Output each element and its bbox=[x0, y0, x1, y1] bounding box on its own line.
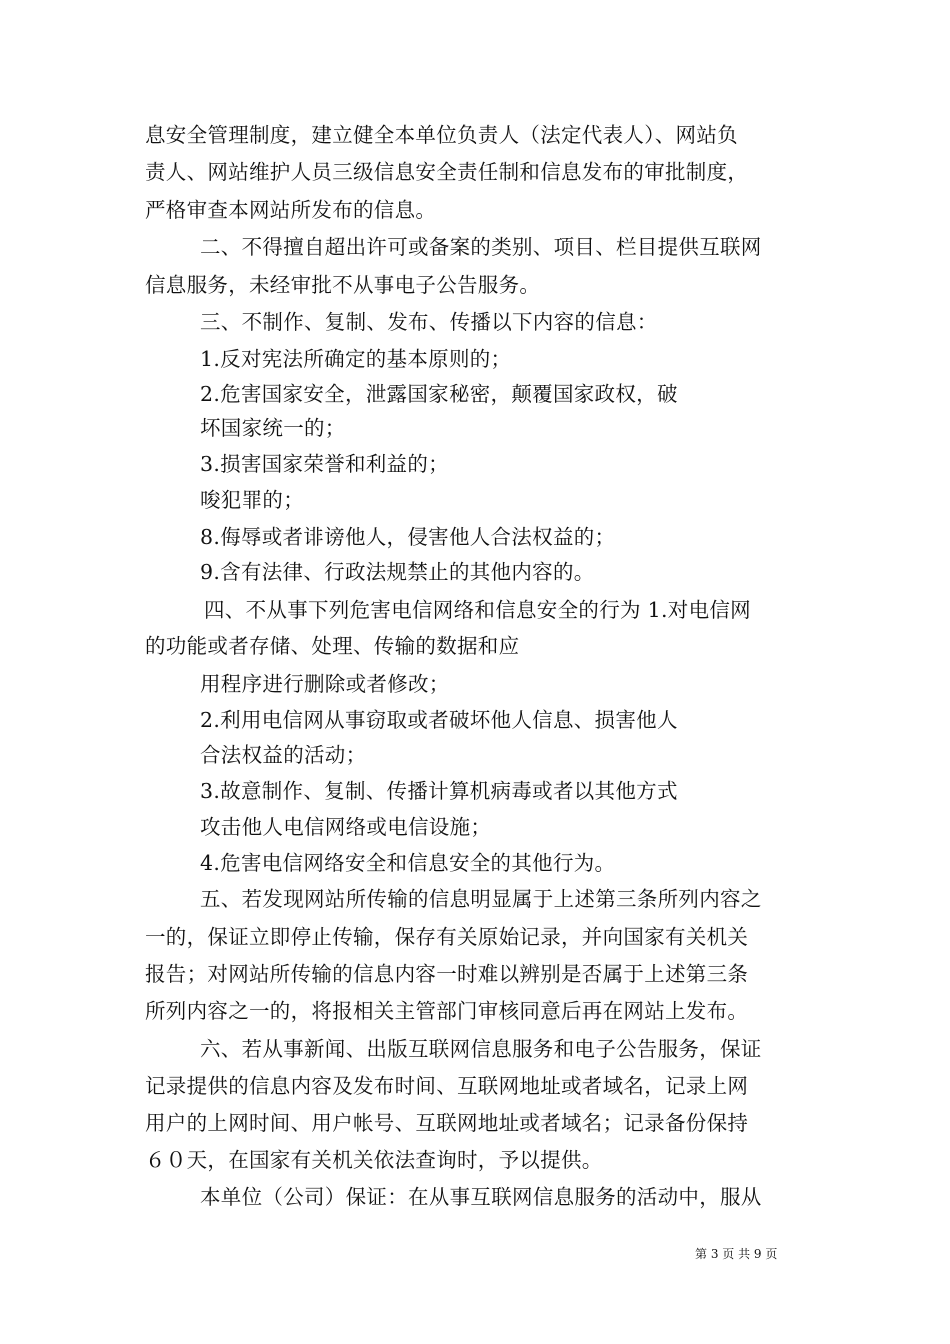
text-line: 责人、网站维护人员三级信息安全责任制和信息发布的审批制度， bbox=[145, 160, 749, 184]
text-line: 报告；对网站所传输的信息内容一时难以辨别是否属于上述第三条 bbox=[145, 962, 749, 986]
text-line: 3.损害国家荣誉和利益的； bbox=[200, 452, 449, 476]
text-line: 攻击他人电信网络或电信设施； bbox=[200, 815, 492, 839]
text-line: 的功能或者存储、处理、传输的数据和应 bbox=[145, 634, 520, 658]
text-line: 合法权益的活动； bbox=[200, 743, 367, 767]
text-line: 本单位（公司）保证：在从事互联网信息服务的活动中，服从 bbox=[200, 1185, 762, 1209]
text-line: 五、若发现网站所传输的信息明显属于上述第三条所列内容之 bbox=[200, 887, 762, 911]
text-line: 3.故意制作、复制、传播计算机病毒或者以其他方式 bbox=[200, 779, 678, 803]
text-line: 信息服务，未经审批不从事电子公告服务。 bbox=[145, 273, 541, 297]
text-line: 一的，保证立即停止传输，保存有关原始记录，并向国家有关机关 bbox=[145, 925, 749, 949]
text-line: ６０天，在国家有关机关依法查询时，予以提供。 bbox=[145, 1148, 603, 1172]
text-line: 9.含有法律、行政法规禁止的其他内容的。 bbox=[200, 560, 595, 584]
text-line: 8.侮辱或者诽谤他人，侵害他人合法权益的； bbox=[200, 525, 616, 549]
text-line: 用程序进行删除或者修改； bbox=[200, 672, 450, 696]
text-line: 4.危害电信网络安全和信息安全的其他行为。 bbox=[200, 851, 616, 875]
text-line: 四、不从事下列危害电信网络和信息安全的行为 1.对电信网 bbox=[204, 598, 751, 622]
text-line: 2.危害国家安全，泄露国家秘密，颠覆国家政权，破 bbox=[200, 382, 678, 406]
text-line: 二、不得擅自超出许可或备案的类别、项目、栏目提供互联网 bbox=[200, 235, 762, 259]
text-line: 坏国家统一的； bbox=[200, 416, 346, 440]
text-line: 三、不制作、复制、发布、传播以下内容的信息： bbox=[200, 310, 658, 334]
text-line: 严格审查本网站所发布的信息。 bbox=[145, 198, 437, 222]
text-line: 用户的上网时间、用户帐号、互联网地址或者域名；记录备份保持 bbox=[145, 1111, 749, 1135]
page-number: 第 3 页 共 9 页 bbox=[695, 1247, 778, 1261]
text-line: 六、若从事新闻、出版互联网信息服务和电子公告服务，保证 bbox=[200, 1037, 762, 1061]
text-line: 记录提供的信息内容及发布时间、互联网地址或者域名，记录上网 bbox=[145, 1074, 749, 1098]
text-line: 唆犯罪的； bbox=[200, 488, 304, 512]
text-line: 息安全管理制度，建立健全本单位负责人（法定代表人）、网站负 bbox=[145, 123, 738, 147]
text-line: 1.反对宪法所确定的基本原则的； bbox=[200, 347, 512, 371]
text-line: 所列内容之一的，将报相关主管部门审核同意后再在网站上发布。 bbox=[145, 999, 749, 1023]
text-line: 2.利用电信网从事窃取或者破坏他人信息、损害他人 bbox=[200, 708, 678, 732]
